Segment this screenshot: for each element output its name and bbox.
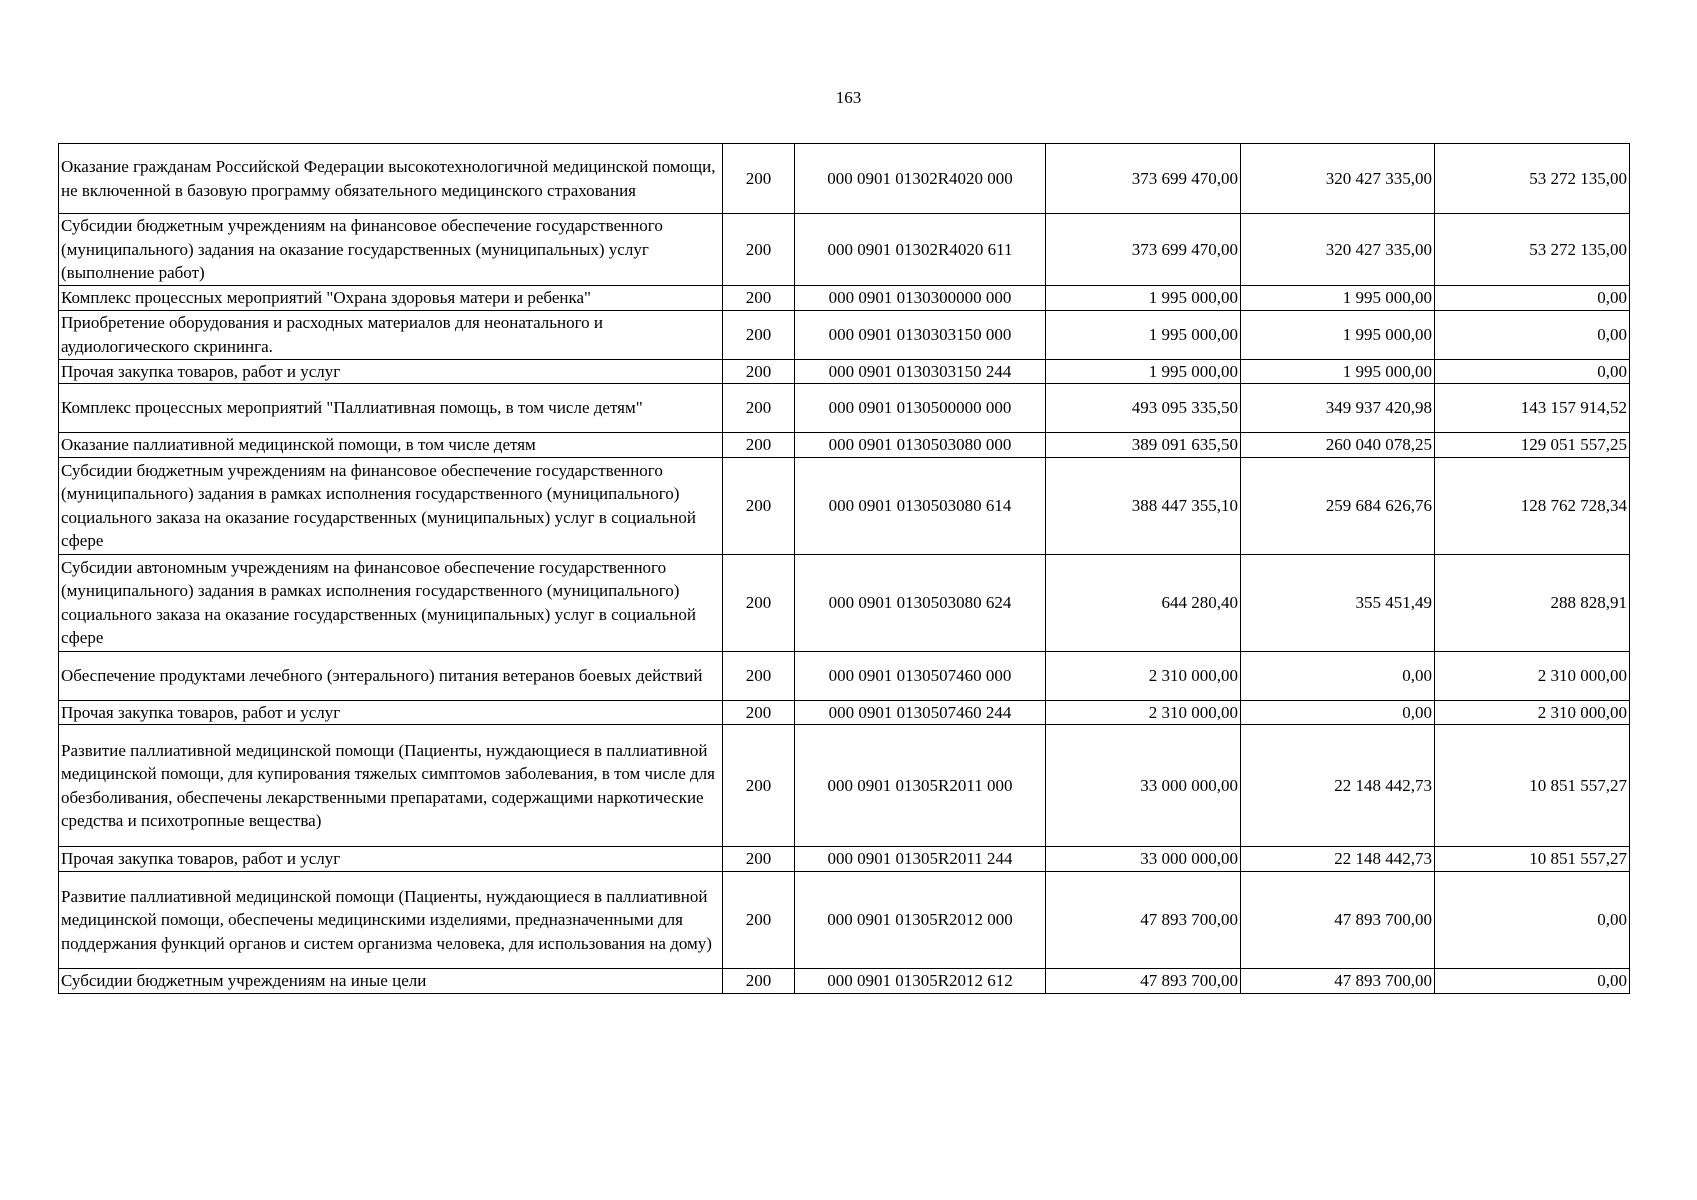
table-row [59,700,1630,725]
row-remaining-amount: 2 310 000,00 [1435,651,1630,700]
budget-table [58,143,1630,994]
row-executed-amount: 1 995 000,00 [1241,286,1435,311]
row-executed-amount: 260 040 078,25 [1241,433,1435,458]
table-row [59,651,1630,700]
row-name: Комплекс процессных мероприятий "Охрана здоровья матери и ребенка" [59,286,723,311]
row-budget-code: 000 0901 0130503080 614 [795,457,1046,554]
row-planned-amount: 644 280,40 [1046,554,1241,651]
row-budget-code: 000 0901 0130507460 000 [795,651,1046,700]
row-planned-amount: 33 000 000,00 [1046,725,1241,847]
row-remaining-amount: 2 310 000,00 [1435,700,1630,725]
row-planned-amount: 47 893 700,00 [1046,871,1241,968]
table-row [59,847,1630,872]
row-admin-code: 200 [723,359,795,384]
row-admin-code: 200 [723,433,795,458]
row-name: Прочая закупка товаров, работ и услуг [59,847,723,872]
row-budget-code: 000 0901 01305R2011 000 [795,725,1046,847]
row-name: Прочая закупка товаров, работ и услуг [59,359,723,384]
row-executed-amount: 355 451,49 [1241,554,1435,651]
row-admin-code: 200 [723,871,795,968]
row-planned-amount: 2 310 000,00 [1046,651,1241,700]
row-admin-code: 200 [723,457,795,554]
row-admin-code: 200 [723,384,795,433]
table-row [59,433,1630,458]
row-name: Оказание гражданам Российской Федерации высокотехнологичной медицинской помощи, не включенной в базовую программу обязательного медицинского страхования [59,144,723,214]
row-name: Субсидии автономным учреждениям на финансовое обеспечение государственного (муниципального) задания в рамках исполнения государственного (муниципального) социального заказа на оказание государственных (муниципальных) услуг в социальной сфере [59,554,723,651]
row-budget-code: 000 0901 0130503080 000 [795,433,1046,458]
row-executed-amount: 320 427 335,00 [1241,214,1435,286]
table-row [59,554,1630,651]
table-row [59,359,1630,384]
row-admin-code: 200 [723,144,795,214]
row-planned-amount: 2 310 000,00 [1046,700,1241,725]
row-name: Обеспечение продуктами лечебного (энтерального) питания ветеранов боевых действий [59,651,723,700]
row-executed-amount: 22 148 442,73 [1241,725,1435,847]
row-planned-amount: 1 995 000,00 [1046,310,1241,359]
row-executed-amount: 259 684 626,76 [1241,457,1435,554]
row-budget-code: 000 0901 01305R2011 244 [795,847,1046,872]
row-planned-amount: 1 995 000,00 [1046,286,1241,311]
row-executed-amount: 1 995 000,00 [1241,310,1435,359]
row-planned-amount: 33 000 000,00 [1046,847,1241,872]
row-planned-amount: 389 091 635,50 [1046,433,1241,458]
row-remaining-amount: 0,00 [1435,359,1630,384]
row-budget-code: 000 0901 01305R2012 612 [795,968,1046,993]
row-name: Оказание паллиативной медицинской помощи, в том числе детям [59,433,723,458]
row-budget-code: 000 0901 0130500000 000 [795,384,1046,433]
row-remaining-amount: 143 157 914,52 [1435,384,1630,433]
row-executed-amount: 22 148 442,73 [1241,847,1435,872]
row-remaining-amount: 53 272 135,00 [1435,214,1630,286]
row-executed-amount: 320 427 335,00 [1241,144,1435,214]
row-remaining-amount: 0,00 [1435,968,1630,993]
row-remaining-amount: 0,00 [1435,310,1630,359]
row-remaining-amount: 288 828,91 [1435,554,1630,651]
row-remaining-amount: 129 051 557,25 [1435,433,1630,458]
row-name: Приобретение оборудования и расходных материалов для неонатального и аудиологического скрининга. [59,310,723,359]
table-row [59,384,1630,433]
row-budget-code: 000 0901 0130303150 244 [795,359,1046,384]
row-name: Развитие паллиативной медицинской помощи (Пациенты, нуждающиеся в паллиативной медицинской помощи, обеспечены медицинскими изделиями, предназначенными для поддержания функций органов и систем организма человека, для использования на дому) [59,871,723,968]
table-row [59,968,1630,993]
row-remaining-amount: 53 272 135,00 [1435,144,1630,214]
row-budget-code: 000 0901 0130503080 624 [795,554,1046,651]
row-budget-code: 000 0901 01302R4020 611 [795,214,1046,286]
page-number: 163 [835,88,862,107]
row-admin-code: 200 [723,310,795,359]
table-row [59,310,1630,359]
table-row [59,286,1630,311]
row-admin-code: 200 [723,847,795,872]
row-executed-amount: 0,00 [1241,651,1435,700]
row-budget-code: 000 0901 0130300000 000 [795,286,1046,311]
row-planned-amount: 493 095 335,50 [1046,384,1241,433]
row-name: Прочая закупка товаров, работ и услуг [59,700,723,725]
row-budget-code: 000 0901 01305R2012 000 [795,871,1046,968]
row-name: Развитие паллиативной медицинской помощи (Пациенты, нуждающиеся в паллиативной медицинской помощи, для купирования тяжелых симптомов заболевания, в том числе для обезболивания, обеспечены лекарственными препаратами, содержащими наркотические средства и психотропные вещества) [59,725,723,847]
row-admin-code: 200 [723,214,795,286]
row-admin-code: 200 [723,651,795,700]
row-planned-amount: 373 699 470,00 [1046,144,1241,214]
row-name: Субсидии бюджетным учреждениям на иные цели [59,968,723,993]
row-planned-amount: 388 447 355,10 [1046,457,1241,554]
row-budget-code: 000 0901 0130507460 244 [795,700,1046,725]
row-admin-code: 200 [723,554,795,651]
row-admin-code: 200 [723,286,795,311]
row-budget-code: 000 0901 01302R4020 000 [795,144,1046,214]
row-remaining-amount: 10 851 557,27 [1435,847,1630,872]
row-admin-code: 200 [723,968,795,993]
row-budget-code: 000 0901 0130303150 000 [795,310,1046,359]
row-executed-amount: 0,00 [1241,700,1435,725]
row-executed-amount: 349 937 420,98 [1241,384,1435,433]
row-planned-amount: 47 893 700,00 [1046,968,1241,993]
row-admin-code: 200 [723,700,795,725]
table-row [59,144,1630,214]
table-row [59,457,1630,554]
table-row [59,725,1630,847]
row-remaining-amount: 0,00 [1435,871,1630,968]
row-executed-amount: 47 893 700,00 [1241,968,1435,993]
row-executed-amount: 47 893 700,00 [1241,871,1435,968]
row-name: Субсидии бюджетным учреждениям на финансовое обеспечение государственного (муниципального) задания на оказание государственных (муниципальных) услуг (выполнение работ) [59,214,723,286]
row-remaining-amount: 0,00 [1435,286,1630,311]
row-planned-amount: 1 995 000,00 [1046,359,1241,384]
row-name: Субсидии бюджетным учреждениям на финансовое обеспечение государственного (муниципального) задания в рамках исполнения государственного (муниципального) социального заказа на оказание государственных (муниципальных) услуг в социальной сфере [59,457,723,554]
row-remaining-amount: 10 851 557,27 [1435,725,1630,847]
row-remaining-amount: 128 762 728,34 [1435,457,1630,554]
table-row [59,214,1630,286]
row-admin-code: 200 [723,725,795,847]
row-planned-amount: 373 699 470,00 [1046,214,1241,286]
row-name: Комплекс процессных мероприятий "Паллиативная помощь, в том числе детям" [59,384,723,433]
row-executed-amount: 1 995 000,00 [1241,359,1435,384]
table-row [59,871,1630,968]
